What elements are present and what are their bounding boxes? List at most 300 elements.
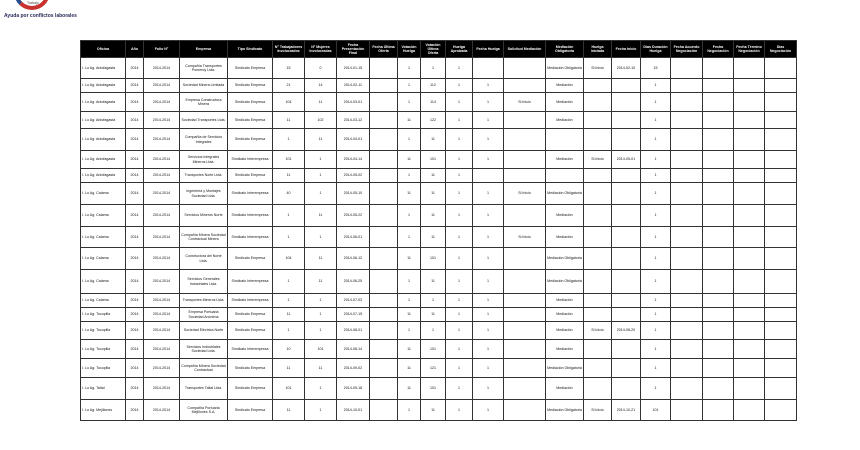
table-cell: 1 bbox=[421, 294, 446, 308]
table-cell bbox=[703, 79, 734, 93]
table-cell: 1 bbox=[398, 322, 421, 340]
table-cell: 1 bbox=[473, 93, 504, 112]
table-cell: 2014-2014 bbox=[144, 294, 180, 308]
column-header: Días Duración Huelga bbox=[641, 41, 671, 58]
table-cell: 2014-2014 bbox=[144, 183, 180, 205]
table-cell: 11 bbox=[305, 93, 337, 112]
table-cell: I. Lo Ag. Antofagasta bbox=[81, 151, 126, 169]
table-cell bbox=[671, 205, 703, 227]
table-cell: 1 bbox=[641, 151, 671, 169]
table-cell: 2014-06-01 bbox=[337, 227, 370, 248]
table-cell: Sindicato Interempresa bbox=[228, 151, 273, 169]
table-cell bbox=[612, 169, 641, 183]
table-cell: Compañía Minera Sociedad Contractual bbox=[180, 359, 228, 378]
table-cell: 2014-05-10 bbox=[337, 183, 370, 205]
table-cell: 11 bbox=[305, 205, 337, 227]
table-cell: Servicios Generales Industriales Ltda. bbox=[180, 270, 228, 294]
table-cell: Si Inicio bbox=[504, 227, 546, 248]
table-cell bbox=[504, 248, 546, 270]
table-cell: Ingeniería y Montajes Sociedad Ltda. bbox=[180, 183, 228, 205]
table-cell: Compañía de Servicios Integrales bbox=[180, 129, 228, 151]
table-cell bbox=[734, 308, 765, 322]
table-cell: Sindicato Empresa bbox=[228, 308, 273, 322]
table-cell bbox=[584, 112, 612, 129]
table-cell: 1 bbox=[446, 294, 473, 308]
table-cell: 104 bbox=[273, 248, 305, 270]
table-cell: 1 bbox=[446, 183, 473, 205]
table-cell: 2014-2014 bbox=[144, 270, 180, 294]
table-cell: Mediación Obligatoria bbox=[546, 58, 584, 79]
table-cell: 1 bbox=[446, 205, 473, 227]
table-cell: 1 bbox=[641, 93, 671, 112]
table-cell: 2014-2014 bbox=[144, 400, 180, 421]
table-cell: 11 bbox=[273, 400, 305, 421]
table-cell: 11 bbox=[398, 151, 421, 169]
table-cell bbox=[703, 248, 734, 270]
table-cell: 101 bbox=[305, 340, 337, 359]
table-cell bbox=[584, 183, 612, 205]
table-cell: 11 bbox=[421, 270, 446, 294]
column-header: Solicitud Mediación bbox=[504, 41, 546, 58]
table-cell: 1 bbox=[305, 169, 337, 183]
table-cell bbox=[734, 183, 765, 205]
table-cell: 1 bbox=[446, 359, 473, 378]
table-cell: 2014 bbox=[126, 340, 144, 359]
table-cell bbox=[370, 270, 398, 294]
table-cell: Mediación bbox=[546, 294, 584, 308]
table-cell: 121 bbox=[421, 359, 446, 378]
table-cell bbox=[370, 151, 398, 169]
table-cell: Mediación bbox=[546, 227, 584, 248]
table-cell bbox=[584, 308, 612, 322]
table-cell bbox=[671, 58, 703, 79]
table-cell: 2014-09-02 bbox=[337, 359, 370, 378]
table-cell bbox=[671, 248, 703, 270]
table-cell: 2014-06-25 bbox=[337, 270, 370, 294]
table-cell bbox=[612, 308, 641, 322]
table-cell: 1 bbox=[641, 322, 671, 340]
table-cell: 1 bbox=[473, 270, 504, 294]
table-cell bbox=[765, 183, 797, 205]
column-header: Fecha Acuerdo Negociación bbox=[671, 41, 703, 58]
table-cell bbox=[765, 322, 797, 340]
table-cell bbox=[703, 205, 734, 227]
table-cell: 1 bbox=[446, 112, 473, 129]
table-cell bbox=[671, 270, 703, 294]
table-cell: Servicios Mineros Norte bbox=[180, 205, 228, 227]
table-cell: Sindicato Empresa bbox=[228, 322, 273, 340]
column-header: Fecha Inicio bbox=[612, 41, 641, 58]
table-cell: 2014-04-14 bbox=[337, 151, 370, 169]
table-cell bbox=[703, 322, 734, 340]
table-cell: I. Lo Ag. Tocopilla bbox=[81, 322, 126, 340]
table-cell: 1 bbox=[446, 322, 473, 340]
table-row bbox=[81, 205, 797, 227]
table-row bbox=[81, 129, 797, 151]
table-cell: Sindicato Empresa bbox=[228, 129, 273, 151]
table-cell: 2014-2014 bbox=[144, 308, 180, 322]
table-cell bbox=[370, 322, 398, 340]
table-cell bbox=[765, 340, 797, 359]
table-cell bbox=[612, 227, 641, 248]
column-header: Oficina bbox=[81, 41, 126, 58]
table-cell: I. Lo Ag. Calama bbox=[81, 248, 126, 270]
table-cell bbox=[703, 183, 734, 205]
table-cell: Compañía Minera Sociedad Contractual Minera bbox=[180, 227, 228, 248]
table-cell: 2014-09-18 bbox=[337, 378, 370, 400]
table-cell: 11 bbox=[421, 129, 446, 151]
table-cell: Sindicato Interempresa bbox=[228, 270, 273, 294]
table-cell: 2014 bbox=[126, 151, 144, 169]
table-cell: Sociedad Transportes Ltda. bbox=[180, 112, 228, 129]
table-cell bbox=[703, 151, 734, 169]
table-header-row bbox=[81, 41, 797, 58]
column-header: Fecha Presentación Final bbox=[337, 41, 370, 58]
table-cell: 2014-02-11 bbox=[337, 79, 370, 93]
table-cell: 101 bbox=[273, 151, 305, 169]
table-cell bbox=[671, 378, 703, 400]
table-row bbox=[81, 58, 797, 79]
table-cell: 10 bbox=[273, 340, 305, 359]
table-cell: 2014-2014 bbox=[144, 129, 180, 151]
table-cell: 1 bbox=[473, 308, 504, 322]
table-cell: I. Lo Ag. Calama bbox=[81, 183, 126, 205]
table-cell: 1 bbox=[473, 294, 504, 308]
table-cell: 1 bbox=[305, 378, 337, 400]
table-cell bbox=[370, 169, 398, 183]
table-cell: 101 bbox=[273, 378, 305, 400]
table-cell: 112 bbox=[421, 79, 446, 93]
table-cell bbox=[765, 294, 797, 308]
table-cell: Mediación bbox=[546, 79, 584, 93]
table-cell bbox=[671, 79, 703, 93]
table-cell bbox=[612, 129, 641, 151]
table-cell: 2014-08-14 bbox=[337, 340, 370, 359]
table-row bbox=[81, 359, 797, 378]
table-cell: 2014-07-03 bbox=[337, 294, 370, 308]
table-cell: 11 bbox=[421, 205, 446, 227]
table-cell: Mediación Obligatoria bbox=[546, 248, 584, 270]
table-cell bbox=[734, 400, 765, 421]
table-cell bbox=[703, 93, 734, 112]
table-row bbox=[81, 79, 797, 93]
table-cell: 1 bbox=[641, 359, 671, 378]
table-cell: I. Lo Ag. Tocopilla bbox=[81, 340, 126, 359]
table-cell: 2014-05-01 bbox=[612, 151, 641, 169]
table-cell: I. Lo Ag. Tocopilla bbox=[81, 359, 126, 378]
table-cell: I. Lo Ag. Tocopilla bbox=[81, 308, 126, 322]
table-row bbox=[81, 227, 797, 248]
table-cell: 2014-04-01 bbox=[337, 129, 370, 151]
table-cell: 11 bbox=[305, 129, 337, 151]
column-header: Año bbox=[126, 41, 144, 58]
table-cell: 11 bbox=[273, 359, 305, 378]
table-cell: Sociedad Eléctrica Norte bbox=[180, 322, 228, 340]
table-cell: 1 bbox=[473, 400, 504, 421]
table-cell: 101 bbox=[421, 340, 446, 359]
table-cell bbox=[671, 93, 703, 112]
table-cell: 1 bbox=[641, 183, 671, 205]
table-cell: I. Lo Ag. Antofagasta bbox=[81, 112, 126, 129]
table-cell: Sindicato Interempresa bbox=[228, 227, 273, 248]
table-cell bbox=[703, 112, 734, 129]
table-cell: 102 bbox=[305, 112, 337, 129]
table-cell bbox=[671, 129, 703, 151]
table-row bbox=[81, 340, 797, 359]
table-cell: 2014-10-01 bbox=[337, 400, 370, 421]
table-cell: 1 bbox=[641, 169, 671, 183]
table-cell: 1 bbox=[305, 400, 337, 421]
table-cell: 2014-2014 bbox=[144, 79, 180, 93]
table-cell: 1 bbox=[305, 151, 337, 169]
table-row bbox=[81, 378, 797, 400]
table-cell bbox=[671, 294, 703, 308]
table-cell bbox=[370, 308, 398, 322]
table-cell: 14 bbox=[305, 79, 337, 93]
table-cell: 1 bbox=[473, 378, 504, 400]
table-cell: Servicios Integrales Mineros Ltda. bbox=[180, 151, 228, 169]
table-cell: 1 bbox=[305, 183, 337, 205]
table-cell: 1 bbox=[641, 308, 671, 322]
table-cell bbox=[734, 340, 765, 359]
table-cell: I. Lo Ag. Calama bbox=[81, 270, 126, 294]
table-cell bbox=[765, 378, 797, 400]
table-cell bbox=[734, 58, 765, 79]
table-cell: 1 bbox=[305, 322, 337, 340]
table-cell bbox=[671, 340, 703, 359]
table-cell: 101 bbox=[641, 400, 671, 421]
table-cell: 1 bbox=[446, 308, 473, 322]
table-cell: 1 bbox=[641, 294, 671, 308]
table-cell bbox=[703, 340, 734, 359]
table-cell bbox=[504, 205, 546, 227]
table-cell: Sindicato Interempresa bbox=[228, 205, 273, 227]
table-cell bbox=[734, 79, 765, 93]
table-cell bbox=[370, 340, 398, 359]
table-cell bbox=[734, 248, 765, 270]
table-cell: I. Lo Ag. Calama bbox=[81, 294, 126, 308]
table-cell: I. Lo Ag. Antofagasta bbox=[81, 93, 126, 112]
table-cell: 2014-2014 bbox=[144, 93, 180, 112]
table-cell: 2014-10-21 bbox=[612, 400, 641, 421]
table-row bbox=[81, 183, 797, 205]
table-cell bbox=[504, 129, 546, 151]
table-row bbox=[81, 308, 797, 322]
table-cell bbox=[612, 205, 641, 227]
table-cell: 1 bbox=[273, 205, 305, 227]
table-cell: Sindicato Interempresa bbox=[228, 340, 273, 359]
table-cell: Mediación Obligatoria bbox=[546, 183, 584, 205]
table-cell: 1 bbox=[473, 359, 504, 378]
logo-tagline: Ayuda por conflictos laborales bbox=[4, 13, 77, 19]
table-cell bbox=[703, 270, 734, 294]
table-cell bbox=[765, 169, 797, 183]
column-header: Huelga Aprobada bbox=[446, 41, 473, 58]
table-cell: Sindicato Empresa bbox=[228, 248, 273, 270]
table-cell: Mediación bbox=[546, 308, 584, 322]
table-cell: 2014 bbox=[126, 183, 144, 205]
table-cell: 1 bbox=[421, 58, 446, 79]
table-cell: 101 bbox=[421, 248, 446, 270]
table-cell bbox=[584, 93, 612, 112]
table-cell: 1 bbox=[641, 79, 671, 93]
table-cell bbox=[765, 205, 797, 227]
table-cell bbox=[765, 93, 797, 112]
table-cell bbox=[504, 400, 546, 421]
column-header: Fecha Término Negociación bbox=[734, 41, 765, 58]
table-cell: 11 bbox=[398, 183, 421, 205]
table-cell bbox=[504, 359, 546, 378]
table-cell: 2014-2014 bbox=[144, 205, 180, 227]
table-cell: 1 bbox=[473, 151, 504, 169]
table-cell bbox=[370, 400, 398, 421]
table-cell: Mediación Obligatoria bbox=[546, 400, 584, 421]
table-cell bbox=[671, 169, 703, 183]
table-cell: Si Inicio bbox=[504, 93, 546, 112]
table-cell: 1 bbox=[273, 270, 305, 294]
table-cell: 1 bbox=[273, 322, 305, 340]
table-cell: 11 bbox=[398, 112, 421, 129]
table-body bbox=[81, 58, 797, 421]
table-cell: 2014 bbox=[126, 227, 144, 248]
table-cell: 2014-05-22 bbox=[337, 205, 370, 227]
table-cell bbox=[370, 378, 398, 400]
table-cell: Mediación bbox=[546, 112, 584, 129]
table-cell: I. Lo Ag. Calama bbox=[81, 227, 126, 248]
table-cell: 2014 bbox=[126, 129, 144, 151]
table-cell: Si Inicio bbox=[584, 400, 612, 421]
table-cell: I. Lo Ag. Antofagasta bbox=[81, 79, 126, 93]
table-cell bbox=[504, 169, 546, 183]
table-cell: 1 bbox=[446, 58, 473, 79]
table-cell: 2014-2014 bbox=[144, 151, 180, 169]
column-header: Empresa bbox=[180, 41, 228, 58]
table-cell: 2014-2014 bbox=[144, 322, 180, 340]
table-cell: 2014 bbox=[126, 322, 144, 340]
table-cell: 2014-02-10 bbox=[612, 58, 641, 79]
table-cell bbox=[612, 294, 641, 308]
table-cell: 1 bbox=[305, 308, 337, 322]
table-cell bbox=[612, 248, 641, 270]
table-cell: Sindicato Interempresa bbox=[228, 183, 273, 205]
logo bbox=[0, 0, 110, 30]
table-cell bbox=[612, 359, 641, 378]
table-cell: 1 bbox=[398, 79, 421, 93]
table-cell: Sindicato Empresa bbox=[228, 378, 273, 400]
table-cell bbox=[504, 151, 546, 169]
table-cell: Constructora del Norte Ltda. bbox=[180, 248, 228, 270]
table-cell bbox=[703, 378, 734, 400]
table-cell: 2014-2014 bbox=[144, 227, 180, 248]
column-header: Tipo Sindicato bbox=[228, 41, 273, 58]
table-cell bbox=[612, 79, 641, 93]
table-cell bbox=[370, 205, 398, 227]
table-cell: 11 bbox=[398, 378, 421, 400]
table-cell bbox=[504, 322, 546, 340]
table-cell: 1 bbox=[641, 112, 671, 129]
table-cell bbox=[584, 169, 612, 183]
table-cell bbox=[734, 227, 765, 248]
table-cell bbox=[734, 270, 765, 294]
table-cell: 11 bbox=[273, 112, 305, 129]
table-cell: 2014 bbox=[126, 112, 144, 129]
table-cell: 1 bbox=[398, 93, 421, 112]
table-cell: 11 bbox=[421, 308, 446, 322]
table-cell bbox=[765, 58, 797, 79]
table-cell bbox=[504, 58, 546, 79]
table-cell: 1 bbox=[446, 169, 473, 183]
table-cell bbox=[734, 359, 765, 378]
column-header: Votación Última Oferta bbox=[421, 41, 446, 58]
column-header: N° Trabajadores Involucrados bbox=[273, 41, 305, 58]
table-cell bbox=[504, 378, 546, 400]
table-cell bbox=[584, 270, 612, 294]
table-cell: 2014-2014 bbox=[144, 169, 180, 183]
table-cell bbox=[703, 308, 734, 322]
column-header: Fecha Negociación bbox=[703, 41, 734, 58]
table-cell: 1 bbox=[305, 294, 337, 308]
table-cell: 1 bbox=[446, 129, 473, 151]
table-cell: 1 bbox=[446, 340, 473, 359]
table-row bbox=[81, 322, 797, 340]
table-cell: 1 bbox=[398, 294, 421, 308]
table-cell: Sindicato Empresa bbox=[228, 58, 273, 79]
table-cell bbox=[584, 248, 612, 270]
table-cell: 2014 bbox=[126, 93, 144, 112]
table-cell: Mediación bbox=[546, 151, 584, 169]
table-cell: 2014-06-12 bbox=[337, 248, 370, 270]
table-cell: 1 bbox=[641, 248, 671, 270]
table-cell bbox=[546, 129, 584, 151]
table-cell bbox=[370, 112, 398, 129]
table-row bbox=[81, 294, 797, 308]
table-row bbox=[81, 112, 797, 129]
table-cell: 1 bbox=[398, 58, 421, 79]
table-cell: 104 bbox=[273, 93, 305, 112]
table-cell: 114 bbox=[421, 93, 446, 112]
column-header: Días Negociación bbox=[765, 41, 797, 58]
table-cell bbox=[765, 270, 797, 294]
table-cell: 1 bbox=[446, 378, 473, 400]
column-header: Fecha Huelga bbox=[473, 41, 504, 58]
table-cell: 11 bbox=[305, 359, 337, 378]
table-cell: 11 bbox=[398, 248, 421, 270]
table-cell: Sindicato Empresa bbox=[228, 169, 273, 183]
table-cell: 2014-2014 bbox=[144, 378, 180, 400]
table-cell bbox=[370, 93, 398, 112]
table-cell: 1 bbox=[273, 227, 305, 248]
table-cell: 1 bbox=[421, 322, 446, 340]
table-cell: 2014-01-15 bbox=[337, 58, 370, 79]
table-cell bbox=[703, 227, 734, 248]
table-cell: Si Inicio bbox=[504, 183, 546, 205]
table-cell bbox=[734, 93, 765, 112]
table-cell: I. Lo Ag. Antofagasta bbox=[81, 129, 126, 151]
table-cell: 2014-07-15 bbox=[337, 308, 370, 322]
table-cell bbox=[703, 400, 734, 421]
table-cell: 1 bbox=[641, 227, 671, 248]
table-cell: 1 bbox=[641, 270, 671, 294]
table-cell: 2014-03-12 bbox=[337, 112, 370, 129]
table-cell bbox=[584, 294, 612, 308]
table-cell: 1 bbox=[398, 227, 421, 248]
table-cell bbox=[734, 169, 765, 183]
table-cell bbox=[765, 79, 797, 93]
table-cell: Si Inicio bbox=[584, 151, 612, 169]
table-cell: 2014 bbox=[126, 270, 144, 294]
table-cell: I. Lo Ag. Mejillones bbox=[81, 400, 126, 421]
table-cell: 2014-2014 bbox=[144, 112, 180, 129]
